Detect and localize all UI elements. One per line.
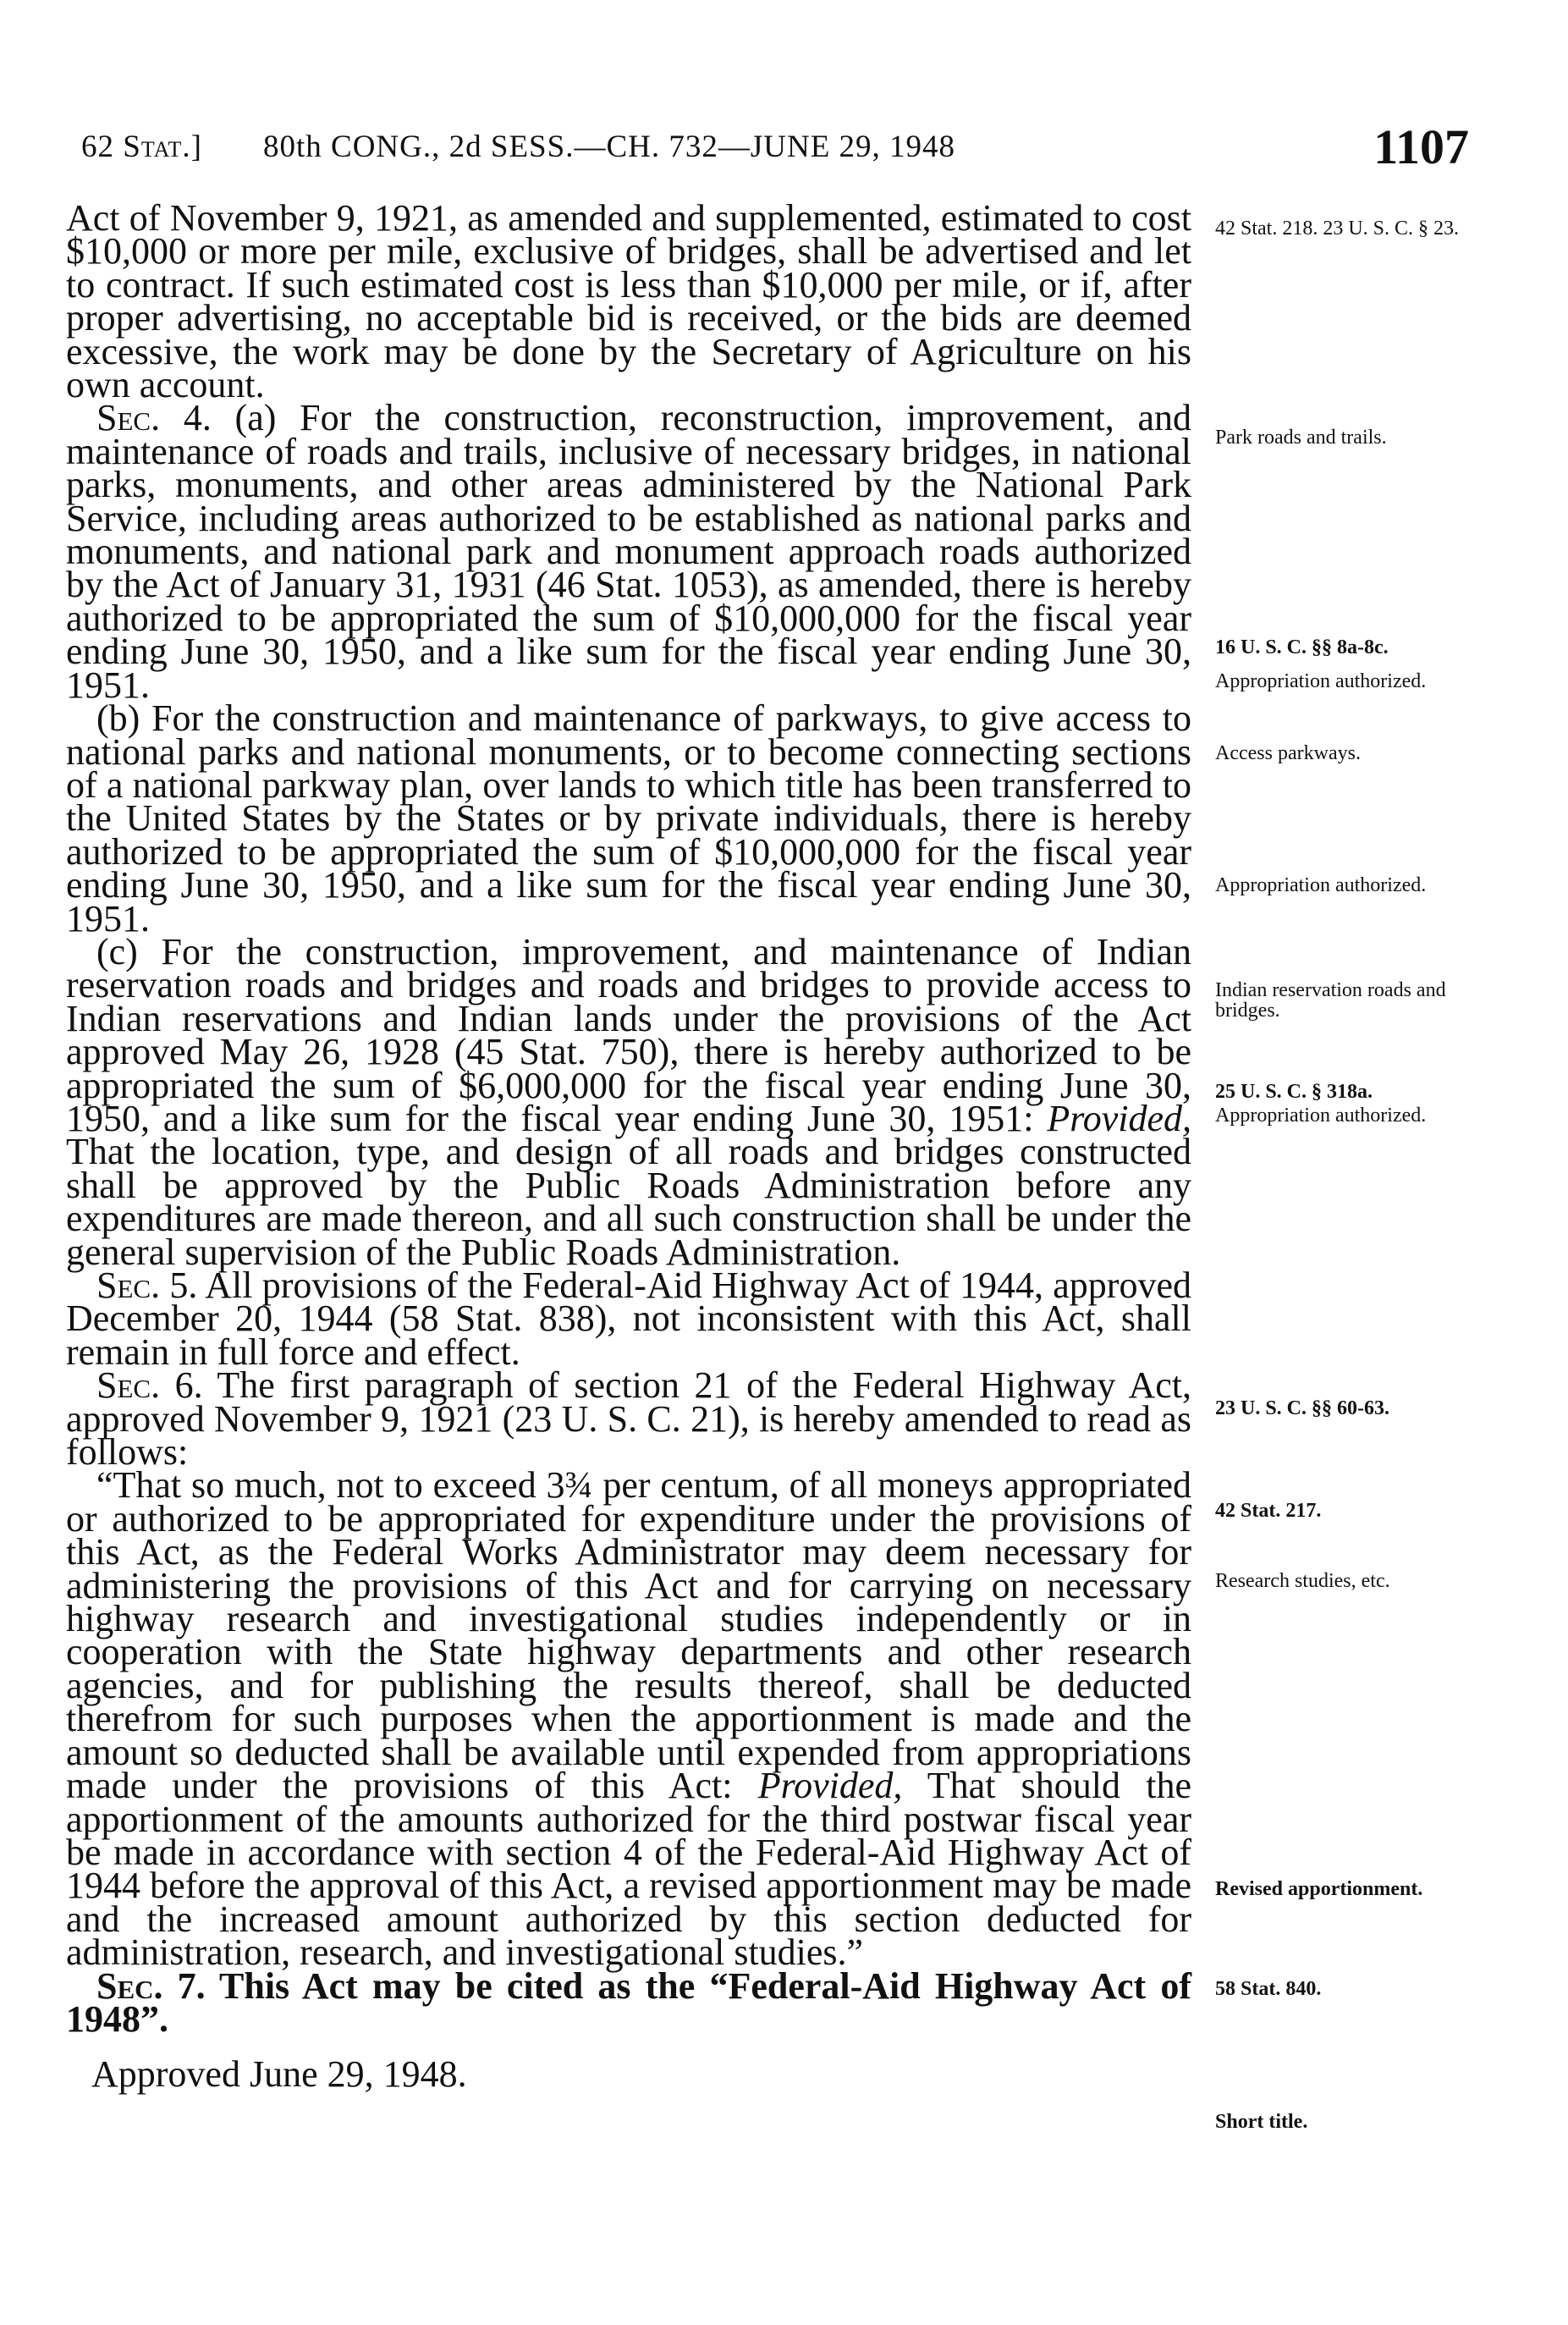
paragraph-text: All provisions of the Federal-Aid Highway Act of 1944, approved December 20, 1944 (58 Stat. 838), not inconsistent with this Act, shall remain in full force and effect. <box>66 1264 1191 1373</box>
paragraph-text: “That so much, not to exceed 3¾ per centum, of all moneys appropriated or authorized to be appropriated for expenditure under the provisions of this Act, as the Federal Works Administrator may deem necessary for administering the provisions of this Act and for carrying on necessary highway research and investigational studies independently or in cooperation with the State highway departments and other research agencies, and for publishing the results thereof, shall be deducted therefrom for such purposes when the apportionment is made and the amount so deducted shall be available until expended from appropriations made under the provisions of this Act: <box>66 1464 1191 1807</box>
margin-note-citation: 42 Stat. 217. <box>1215 1500 1322 1522</box>
paragraph-text: The first paragraph of section 21 of the Federal Highway Act, approved November 9, 1921 (23 U. S. C. 21), is hereby amended to read as follows: <box>66 1364 1191 1474</box>
section-label: Sec. 7. <box>96 1964 206 2007</box>
margin-note-topic: Appropriation authorized. <box>1215 1105 1427 1127</box>
act-text <box>66 197 1192 2096</box>
margin-note-topic: Park roads and trails. <box>1215 427 1387 449</box>
section-7 <box>66 1964 1191 2040</box>
paragraph-text: (c) For the construction, improvement, and maintenance of Indian reservation roads and bridges and roads and bridges to provide access to Indian reservations and Indian lands under the provisions of the Act approved May 26, 1928 (45 Stat. 750), there is hereby authorized to be appropriated the sum of $6,000,000 for the fiscal year ending June 30, 1950, and a like sum for the fiscal year ending June 30, 1951: <box>66 930 1191 1139</box>
proviso-word: Provided, <box>757 1765 903 1807</box>
margin-note-citation: 16 U. S. C. §§ 8a-8c. <box>1215 636 1389 658</box>
margin-note-topic: Access parkways. <box>1215 742 1361 764</box>
paragraph-text: Act of November 9, 1921, as amended and supplemented, estimated to cost $10,000 or more per mile, exclusive of bridges, shall be advertised and let to contract. If such estimated cost is less than $10,000 per mile, or if, after proper advertising, no acceptable bid is received, or the bids are deemed excessive, the work may be done by the Secretary of Agriculture on his own account. <box>66 197 1191 406</box>
margin-note-citation: 25 U. S. C. § 318a. <box>1215 1081 1373 1103</box>
proviso-word: Provided, <box>1047 1097 1191 1139</box>
margin-note-topic: Revised apportionment. <box>1215 1878 1423 1900</box>
section-4c <box>66 930 1191 1273</box>
paragraph-text: This Act may be cited as the “Federal-Aid Highway Act of 1948”. <box>66 1964 1191 2040</box>
section-label: Sec. 5. <box>96 1264 198 1306</box>
paragraph-text: (b) For the construction and maintenance of parkways, to give access to national parks and national monuments, or to become connecting sections of a national parkway plan, over lands to which title has been transferred to the United States by the States or by private individuals, there is hereby authorized to be appropriated the sum of $10,000,000 for the fiscal year ending June 30, 1950, and a like sum for the fiscal year ending June 30, 1951. <box>66 697 1191 939</box>
paragraph-text: (a) For the construction, reconstruction, improvement, and maintenance of roads and trails, inclusive of necessary bridges, in national parks, monuments, and other areas administered by the National Park Service, including areas authorized to be established as national parks and monuments, and national park and monument approach roads authorized by the Act of January 31, 1931 (46 Stat. 1053), as amended, there is hereby authorized to be appropriated the sum of $10,000,000 for the fiscal year ending June 30, 1950, and a like sum for the fiscal year ending June 30, 1951. <box>66 397 1192 706</box>
section-4a <box>66 397 1192 706</box>
section-label: Sec. 6. <box>96 1364 203 1407</box>
page-number: 1107 <box>1373 119 1469 174</box>
margin-note-topic: Appropriation authorized. <box>1215 670 1427 692</box>
amended-text-quote <box>66 1464 1191 1974</box>
section-label: Sec. 4. <box>96 397 212 439</box>
margin-note-citation: 42 Stat. 218. 23 U. S. C. § 23. <box>1215 218 1460 240</box>
congress-session-chapter: 80th CONG., 2d SESS.—CH. 732—JUNE 29, 1948 <box>263 129 956 164</box>
margin-note-topic: Research studies, etc. <box>1215 1570 1390 1592</box>
section-4b <box>66 697 1191 939</box>
statute-volume: 62 Stat.] <box>81 129 202 164</box>
section-5 <box>66 1264 1191 1373</box>
paragraph-text-rest: That the location, type, and design of all roads and bridges constructed shall be approved by the Public Roads Administration before any expenditures are made thereon, and all such construction shall be under the general supervision of the Public Roads Administration. <box>66 1131 1191 1273</box>
margin-note-citation: 23 U. S. C. §§ 60-63. <box>1215 1397 1390 1419</box>
margin-note-topic: Appropriation authorized. <box>1215 874 1427 896</box>
approval-line <box>66 2053 1191 2096</box>
margin-note-topic: Indian reservation roads and bridges. <box>1215 979 1446 1022</box>
margin-note-topic: Short title. <box>1215 2111 1308 2133</box>
paragraph-continuation <box>66 197 1191 406</box>
margin-note-citation: 58 Stat. 840. <box>1215 1978 1322 2000</box>
approval-text: Approved June 29, 1948. <box>91 2053 467 2096</box>
section-6 <box>66 1364 1191 1474</box>
paragraph-text-rest: That should the apportionment of the amounts authorized for the third postwar fiscal year be made in accordance with section 4 of the Federal-Aid Highway Act of 1944 before the approval of this Act, a revised apportionment may be made and the increased amount authorized by this section deducted for administration, research, and investigational studies.” <box>66 1765 1191 1974</box>
margin-notes <box>1215 0 1469 2325</box>
